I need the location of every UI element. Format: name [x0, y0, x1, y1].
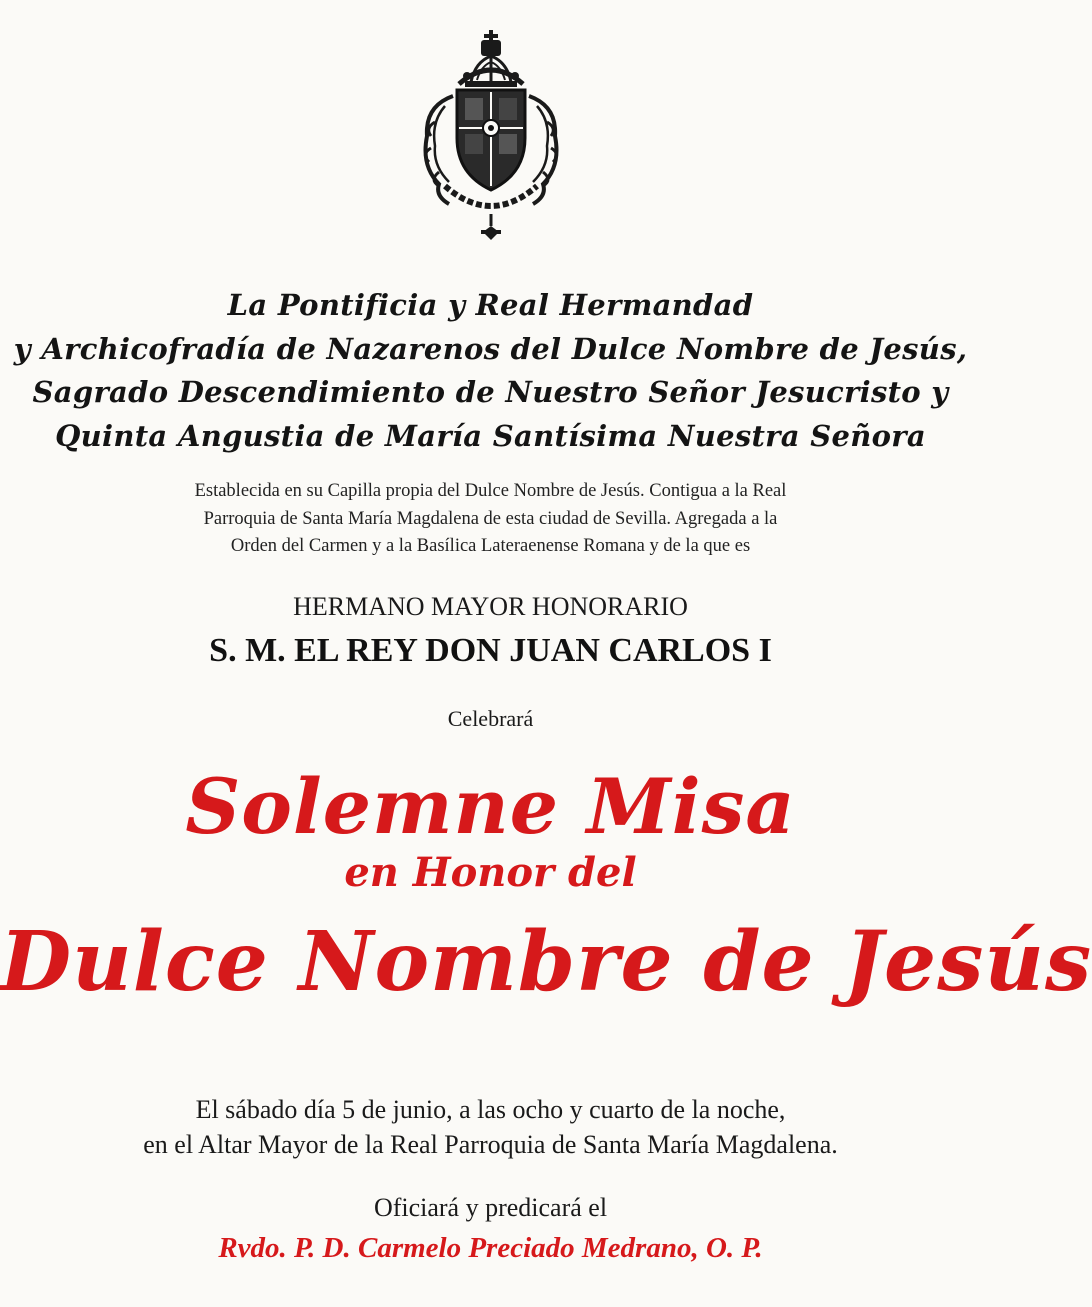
officiant-name: Rvdo. P. D. Carmelo Preciado Medrano, O. P.	[218, 1232, 763, 1264]
establishment-line: Parroquia de Santa María Magdalena de esta ciudad de Sevilla. Agregada a la	[203, 508, 778, 529]
royal-coat-of-arms-icon	[405, 26, 577, 244]
brotherhood-line: y Archicofradía de Nazarenos del Dulce Nombre de Jesús,	[13, 331, 968, 366]
officiant-intro: Oficiará y predicará el	[373, 1193, 608, 1222]
honorary-title: HERMANO MAYOR HONORARIO	[293, 592, 688, 621]
establishment-text	[0, 478, 981, 561]
event-details	[0, 1092, 981, 1162]
establishment-line: Orden del Carmen y a la Basílica Lateraenense Romana y de la que es	[230, 536, 751, 556]
brotherhood-line: La Pontificia y Real Hermandad	[227, 288, 754, 322]
event-details-line: El sábado día 5 de junio, a las ocho y cuarto de la noche,	[195, 1095, 786, 1124]
brotherhood-line: Quinta Angustia de María Santísima Nuestra Señora	[55, 418, 926, 453]
celebrates-label: Celebrará	[447, 706, 534, 731]
mass-subtitle: en Honor del	[344, 849, 637, 896]
mass-dedication: Dulce Nombre de Jesús	[0, 914, 1092, 1010]
brotherhood-name	[0, 284, 981, 458]
event-details-line: en el Altar Mayor de la Real Parroquia de Santa María Magdalena.	[143, 1130, 838, 1159]
honorary-name: S. M. EL REY DON JUAN CARLOS I	[209, 632, 772, 669]
establishment-line: Establecida en su Capilla propia del Dulce Nombre de Jesús. Contigua a la Real	[194, 481, 787, 501]
mass-title: Solemne Misa	[185, 762, 796, 851]
brotherhood-line: Sagrado Descendimiento de Nuestro Señor Jesucristo y	[32, 375, 949, 409]
